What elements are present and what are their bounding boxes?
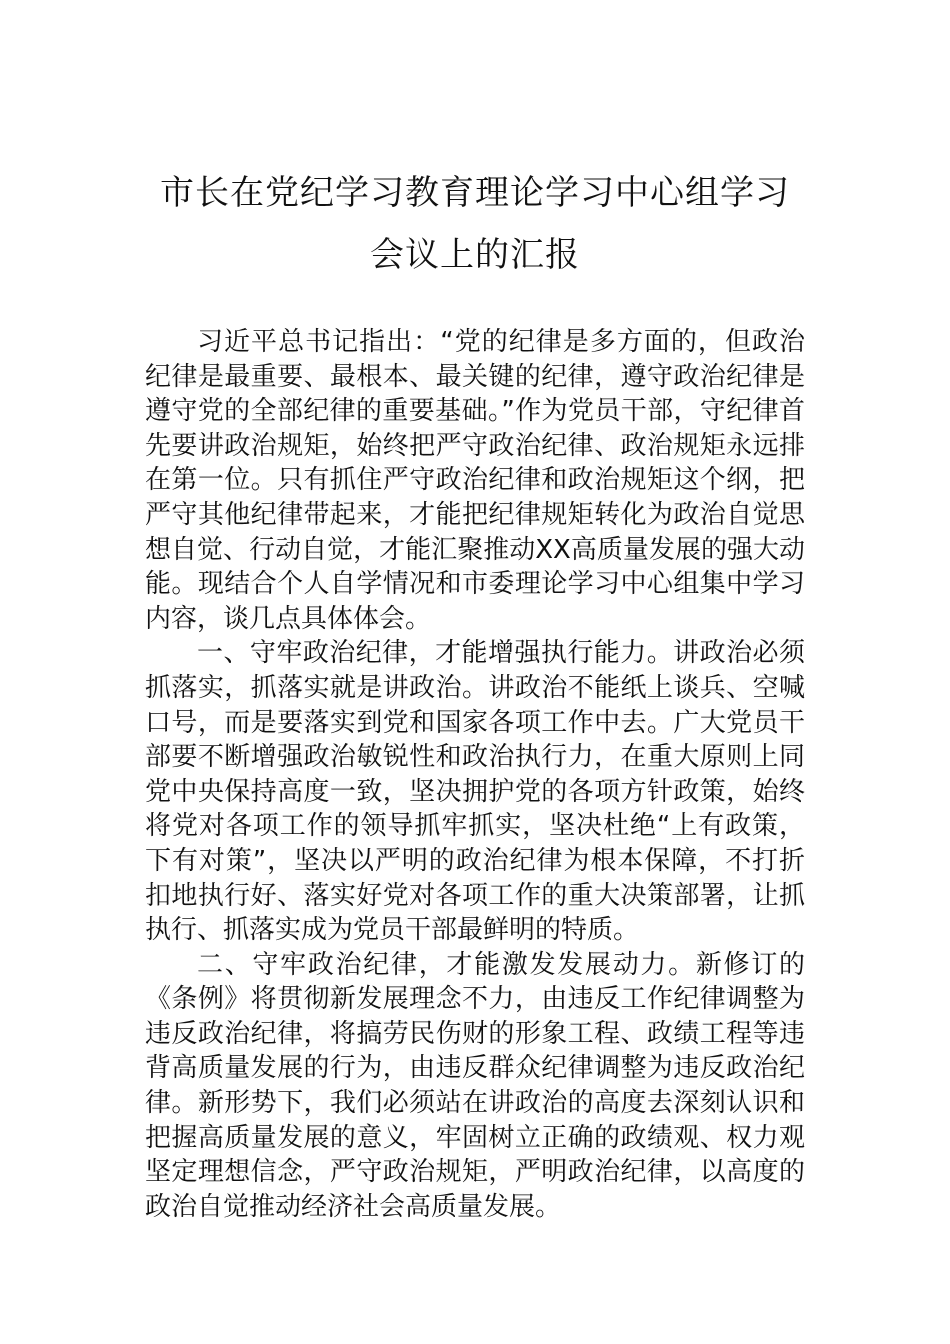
paragraph-section-1: 一、守牢政治纪律，才能增强执行能力。讲政治必须抓落实，抓落实就是讲政治。讲政治不能纸上谈兵、空喊口号，而是要落实到党和国家各项工作中去。广大党员干部要不断增强政治敏锐性和政治执行力，在重大原则上同党中央保持高度一致，坚决拥护党的各项方针政策，始终将党对各项工作的领导抓牢抓实，坚决杜绝“上有政策，下有对策”，坚决以严明的政治纪律为根本保障，不打折扣地执行好、落实好党对各项工作的重大决策部署，让抓执行、抓落实成为党员干部最鲜明的特质。	[145, 638, 805, 946]
paragraph-intro: 习近平总书记指出：“党的纪律是多方面的，但政治纪律是最重要、最根本、最关键的纪律，遵守政治纪律是遵守党的全部纪律的重要基础。”作为党员干部，守纪律首先要讲政治规矩，始终把严守政治纪律、政治规矩永远排在第一位。只有抓住严守政治纪律和政治规矩这个纲，把严守其他纪律带起来，才能把纪律规矩转化为政治自觉思想自觉、行动自觉，才能汇聚推动XX高质量发展的强大动能。现结合个人自学情况和市委理论学习中心组集中学习内容，谈几点具体体会。	[145, 327, 805, 634]
title-line-2: 会议上的汇报	[370, 235, 580, 275]
title-line-1: 市长在党纪学习教育理论学习中心组学习	[160, 173, 790, 213]
document-body	[145, 325, 805, 1224]
paragraph-section-2: 二、守牢政治纪律，才能激发发展动力。新修订的《条例》将贯彻新发展理念不力，由违反工作纪律调整为违反政治纪律，将搞劳民伤财的形象工程、政绩工程等违背高质量发展的行为，由违反群众纪律调整为违反政治纪律。新形势下，我们必须站在讲政治的高度去深刻认识和把握高质量发展的意义，牢固树立正确的政绩观、权力观坚定理想信念，严守政治规矩，严明政治纪律，以高度的政治自觉推动经济社会高质量发展。	[145, 949, 805, 1222]
document-title	[145, 162, 805, 286]
